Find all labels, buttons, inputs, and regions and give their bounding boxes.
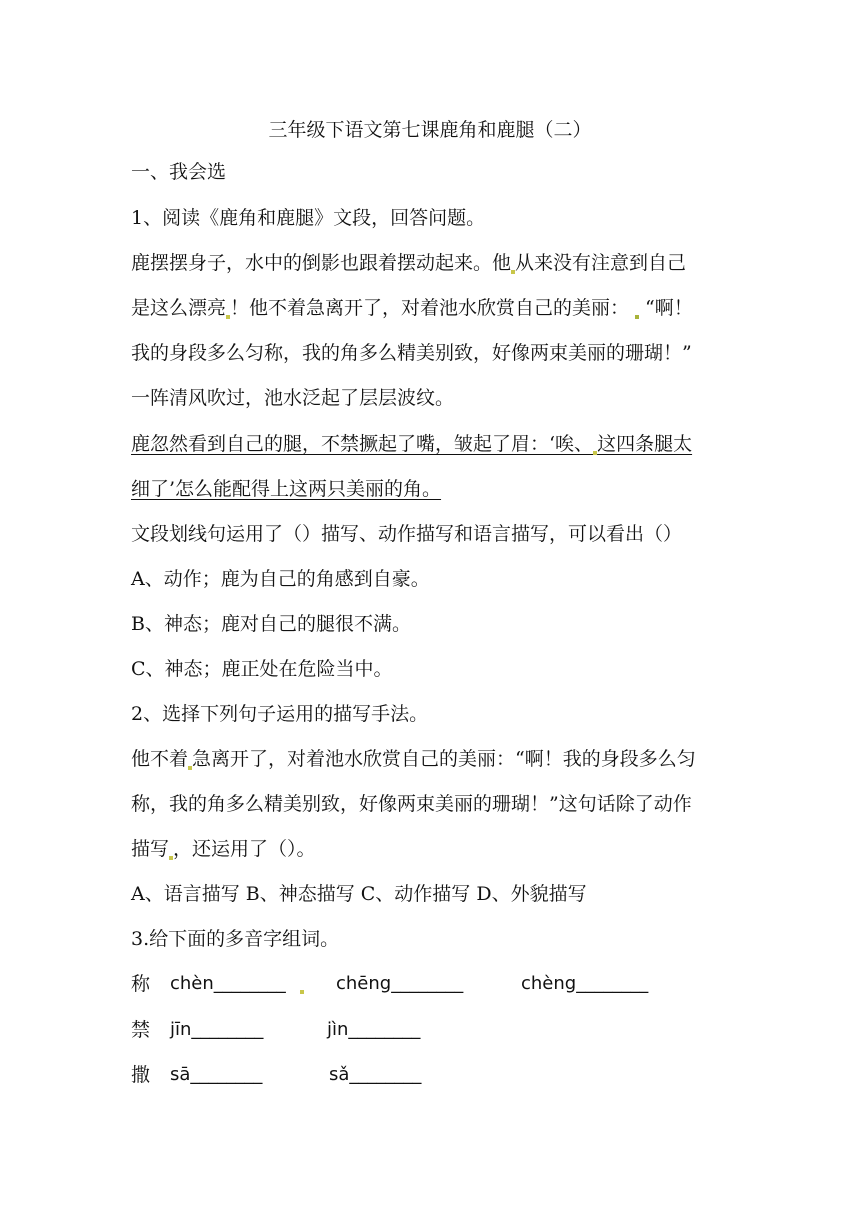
pinyin-blank: chēng________	[336, 973, 464, 994]
option-b: B、神态；鹿对自己的腿很不满。	[131, 613, 411, 635]
underlined-sentence-line-1	[131, 432, 692, 456]
passage-line-3: 我的身段多么匀称，我的角多么精美别致，好像两束美丽的珊瑚！”	[131, 342, 692, 364]
question-3-heading: 3.给下面的多音字组词。	[131, 928, 340, 950]
section-heading: 一、我会选	[131, 161, 227, 183]
passage-line-1	[131, 251, 686, 275]
question-2-options: A、语言描写 B、神态描写 C、动作描写 D、外貌描写	[131, 883, 587, 905]
polyphone-char: 禁	[131, 1019, 151, 1041]
passage-text: 从来没有注意到自己	[515, 252, 687, 274]
pinyin-blank: chèng________	[521, 973, 649, 994]
pinyin-blank: jīn________	[170, 1019, 264, 1040]
passage-line-4: 一阵清风吹过，池水泛起了层层波纹。	[131, 387, 455, 409]
underlined-text: 这四条腿太	[597, 433, 693, 455]
question-1-heading: 1、阅读《鹿角和鹿腿》文段，回答问题。	[131, 207, 486, 229]
mark-dot	[300, 990, 304, 994]
question-text: 他不着	[131, 748, 189, 770]
mark-dot	[635, 315, 639, 319]
question-1-prompt: 文段划线句运用了（）描写、动作描写和语言描写，可以看出（）	[131, 523, 683, 545]
option-c: C、神态；鹿正处在危险当中。	[131, 658, 393, 680]
passage-line-2	[131, 296, 693, 320]
question-2-line-2: 称，我的角多么精美别致，好像两束美丽的珊瑚！”这句话除了动作	[131, 793, 692, 815]
option-a: A、动作；鹿为自己的角感到自豪。	[131, 568, 430, 590]
question-text: ，还运用了（）。	[173, 838, 316, 860]
page-title: 三年级下语文第七课鹿角和鹿腿（二）	[268, 119, 592, 141]
underlined-text: ，不禁撅起了嘴，皱起了眉：‘唉、	[302, 433, 594, 455]
pinyin-blank: jìn________	[327, 1019, 421, 1040]
pinyin-blank: sā________	[170, 1064, 263, 1085]
polyphone-char: 称	[131, 973, 151, 995]
passage-text: 是这么漂亮	[131, 297, 227, 319]
passage-text: “啊！	[645, 297, 693, 319]
question-2-heading: 2、选择下列句子运用的描写手法。	[131, 703, 429, 725]
passage-text: ！他不着急离开了，对着池水欣赏自己的美丽：	[230, 297, 630, 319]
polyphone-char: 撒	[131, 1064, 151, 1086]
underlined-sentence-line-2: 细了’怎么能配得上这两只美丽的角。	[131, 478, 442, 500]
passage-text: 鹿摆摆身子，水中的倒影也跟着摆动起来。他	[131, 252, 512, 274]
underlined-text: 鹿忽然看到自己的腿	[131, 433, 303, 455]
question-text: 急离开了，对着池水欣赏自己的美丽：“啊！我的身段多么匀	[192, 748, 696, 770]
question-2-line-1	[131, 747, 696, 771]
question-text: 描写	[131, 838, 170, 860]
pinyin-blank: sǎ________	[329, 1064, 422, 1085]
question-2-line-3	[131, 837, 316, 861]
pinyin-blank: chèn________	[170, 973, 286, 994]
